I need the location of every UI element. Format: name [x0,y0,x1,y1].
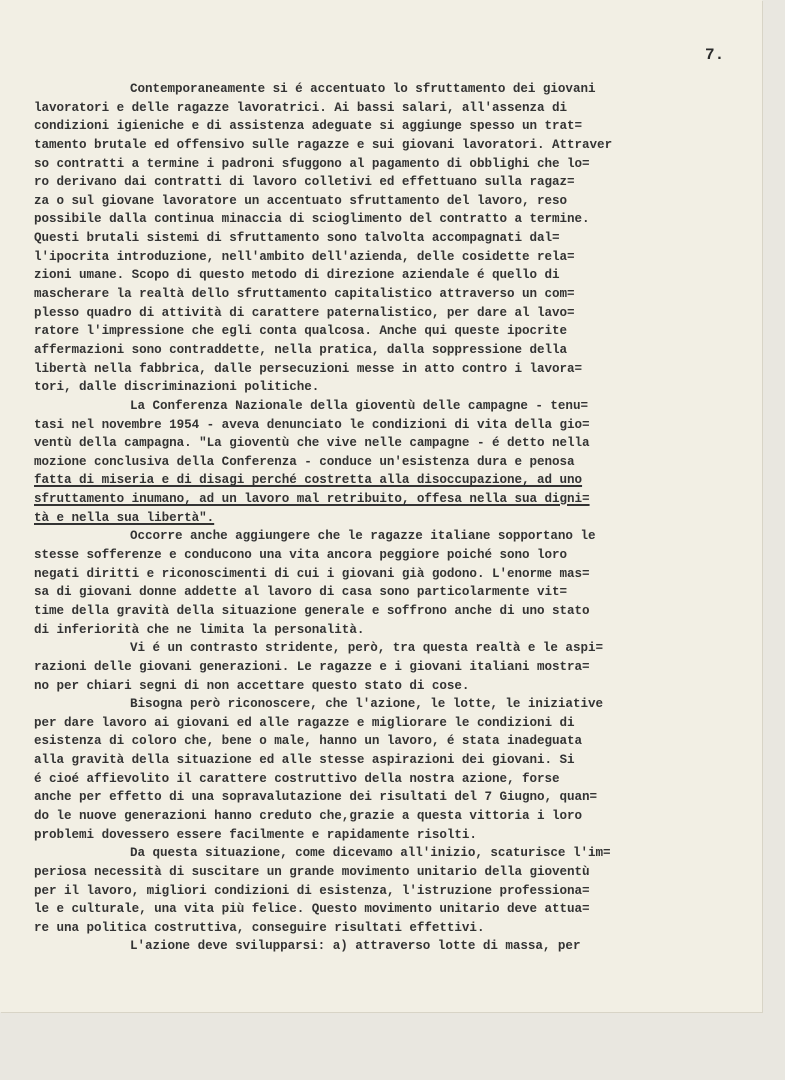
text-line: sa di giovani donne addette al lavoro di casa sono particolarmente vit= [34,585,568,600]
page-number: 7. [705,46,725,64]
text-line: stesse sofferenze e conducono una vita ancora peggiore poiché sono loro [34,548,568,563]
text-line: lavoratori e delle ragazze lavoratrici. Ai bassi salari, all'assenza di [34,100,568,115]
text-line: le e culturale, una vita più felice. Questo movimento unitario deve attua= [34,902,590,917]
text-line: di inferiorità che ne limita la personalità. [34,622,365,637]
text-line: tamento brutale ed offensivo sulle ragazze e sui giovani lavoratori. Attraver [34,137,613,152]
text-line: L'azione deve svilupparsi: a) attraverso lotte di massa, per [130,939,581,954]
text-line: Vi é un contrasto stridente, però, tra questa realtà e le aspi= [130,641,603,656]
text-line: fatta di miseria e di disagi perché costretta alla disoccupazione, ad uno [34,473,583,488]
text-line: anche per effetto di una sopravalutazione dei risultati del 7 Giugno, quan= [34,790,598,805]
text-line: re una politica costruttiva, conseguire risultati effettivi. [34,920,485,935]
text-line: mascherare la realtà dello sfruttamento capitalistico attraverso un com= [34,287,575,302]
text-line: possibile dalla continua minaccia di scioglimento del contratto a termine. [34,212,590,227]
text-line: per il lavoro, migliori condizioni di esistenza, l'istruzione professiona= [34,883,590,898]
text-line: negati diritti e riconoscimenti di cui i giovani già godono. L'enorme mas= [34,566,590,581]
text-line: ro derivano dai contratti di lavoro colletivi ed effettuano sulla ragaz= [34,175,575,190]
text-line: affermazioni sono contraddette, nella pratica, dalla soppressione della [34,342,568,357]
text-line: do le nuove generazioni hanno creduto che,grazie a questa vittoria i loro [34,808,583,823]
text-line: tà e nella sua libertà". [34,510,215,525]
text-line: l'ipocrita introduzione, nell'ambito dell'azienda, delle cosidette rela= [34,249,575,264]
text-line: Bisogna però riconoscere, che l'azione, le lotte, le iniziative [130,697,603,712]
text-line: Questi brutali sistemi di sfruttamento sono talvolta accompagnati dal= [34,231,560,246]
text-line: sfruttamento inumano, ad un lavoro mal retribuito, offesa nella sua digni= [34,492,590,507]
text-line: Contemporaneamente si é accentuato lo sfruttamento dei giovani [130,82,596,96]
text-line: zioni umane. Scopo di questo metodo di direzione aziendale é quello di [34,268,560,283]
text-line: esistenza di coloro che, bene o male, hanno un lavoro, é stata inadeguata [34,734,583,749]
text-line: plesso quadro di attività di carattere paternalistico, per dare al lavo= [34,305,575,320]
text-line: periosa necessità di suscitare un grande movimento unitario della gioventù [34,864,590,879]
text-line: Da questa situazione, come dicevamo all'inizio, scaturisce l'im= [130,846,611,861]
text-line: problemi dovessero essere facilmente e rapidamente risolti. [34,827,477,842]
text-line: alla gravità della situazione ed alle stesse aspirazioni dei giovani. Si [34,753,575,768]
text-line: tasi nel novembre 1954 - aveva denunciato le condizioni di vita della gio= [34,417,590,432]
text-line: ventù della campagna. "La gioventù che vive nelle campagne - é detto nella [34,436,590,451]
text-line: condizioni igieniche e di assistenza adeguate si aggiunge spesso un trat= [34,119,583,134]
text-line: libertà nella fabbrica, dalle persecuzioni messe in atto contro i lavora= [34,361,583,376]
text-line: za o sul giovane lavoratore un accentuato sfruttamento del lavoro, reso [34,193,568,208]
text-line: no per chiari segni di non accettare questo stato di cose. [34,678,470,693]
text-line: time della gravità della situazione generale e soffrono anche di uno stato [34,603,590,618]
text-line: Occorre anche aggiungere che le ragazze italiane sopportano le [130,529,596,544]
text-line: per dare lavoro ai giovani ed alle ragazze e migliorare le condizioni di [34,715,575,730]
text-line: tori, dalle discriminazioni politiche. [34,380,320,395]
text-line: ratore l'impressione che egli conta qualcosa. Anche qui queste ipocrite [34,324,568,339]
text-line: é cioé affievolito il carattere costruttivo della nostra azione, forse [34,771,560,786]
text-line: razioni delle giovani generazioni. Le ragazze e i giovani italiani mostra= [34,659,590,674]
text-line: La Conferenza Nazionale della gioventù delle campagne - tenu= [130,398,588,413]
text-line: so contratti a termine i padroni sfuggono al pagamento di obblighi che lo= [34,156,590,171]
text-line: mozione conclusiva della Conferenza - conduce un'esistenza dura e penosa [34,454,575,469]
body-text [34,80,759,956]
